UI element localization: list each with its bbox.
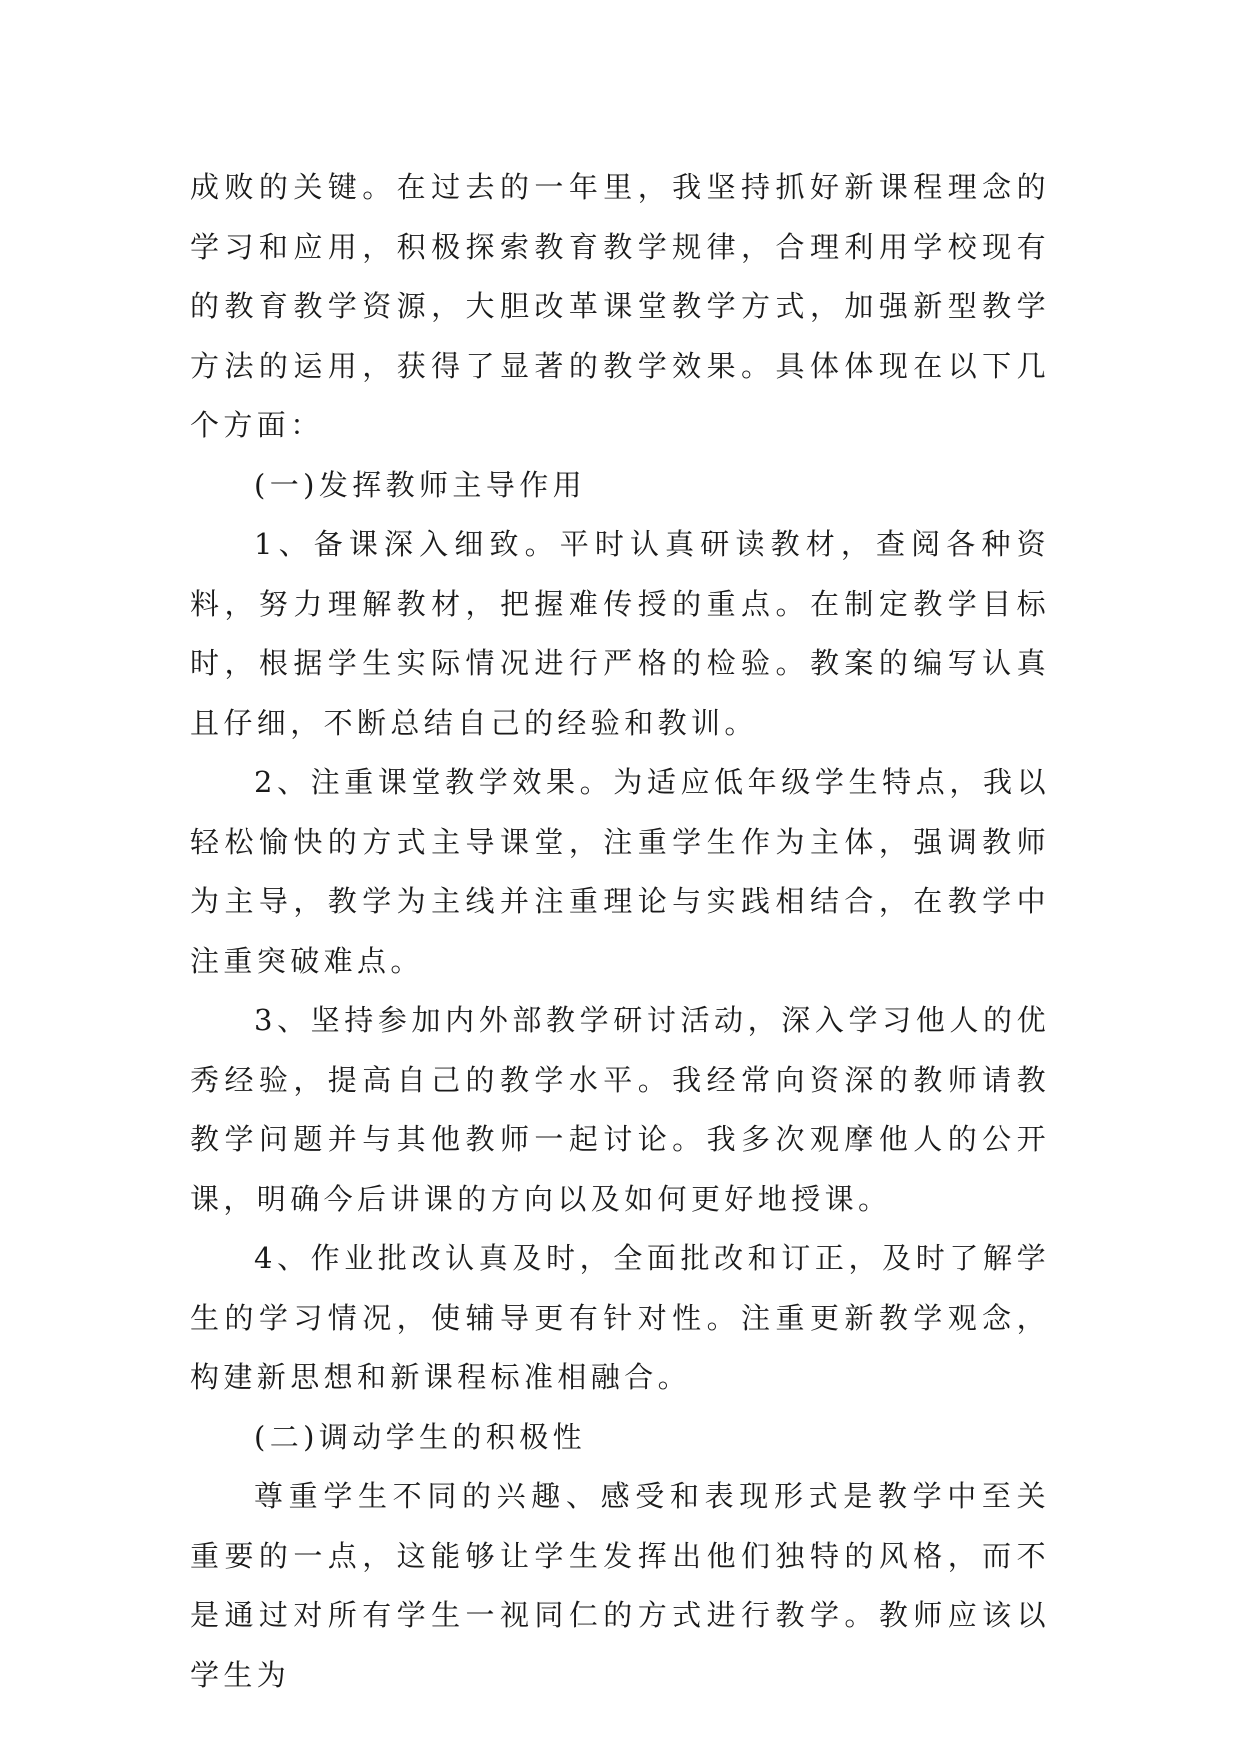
paragraph-item-4: 4、作业批改认真及时，全面批改和订正，及时了解学生的学习情况，使辅导更有针对性。注重更新教学观念，构建新思想和新课程标准相融合。 [190, 1241, 1050, 1394]
document-body [190, 158, 1050, 1705]
paragraph-item-2: 2、注重课堂教学效果。为适应低年级学生特点，我以轻松愉快的方式主导课堂，注重学生作为主体，强调教师为主导，教学为主线并注重理论与实践相结合，在教学中注重突破难点。 [190, 765, 1050, 978]
paragraph-item-3: 3、坚持参加内外部教学研讨活动，深入学习他人的优秀经验，提高自己的教学水平。我经常向资深的教师请教教学问题并与其他教师一起讨论。我多次观摩他人的公开课，明确今后讲课的方向以及如何更好地授课。 [190, 1003, 1050, 1216]
section-heading-1: (一)发挥教师主导作用 [254, 467, 587, 502]
paragraph-intro: 成败的关键。在过去的一年里，我坚持抓好新课程理念的学习和应用，积极探索教育教学规律，合理利用学校现有的教育教学资源，大胆改革课堂教学方式，加强新型教学方法的运用，获得了显著的教学效果。具体体现在以下几个方面： [190, 170, 1050, 442]
paragraph-item-1: 1、备课深入细致。平时认真研读教材，查阅各种资料，努力理解教材，把握难传授的重点。在制定教学目标时，根据学生实际情况进行严格的检验。教案的编写认真且仔细，不断总结自己的经验和教训。 [190, 527, 1050, 740]
section-heading-2: (二)调动学生的积极性 [254, 1419, 587, 1454]
paragraph-respect: 尊重学生不同的兴趣、感受和表现形式是教学中至关重要的一点，这能够让学生发挥出他们独特的风格，而不是通过对所有学生一视同仁的方式进行教学。教师应该以学生为 [190, 1479, 1050, 1692]
